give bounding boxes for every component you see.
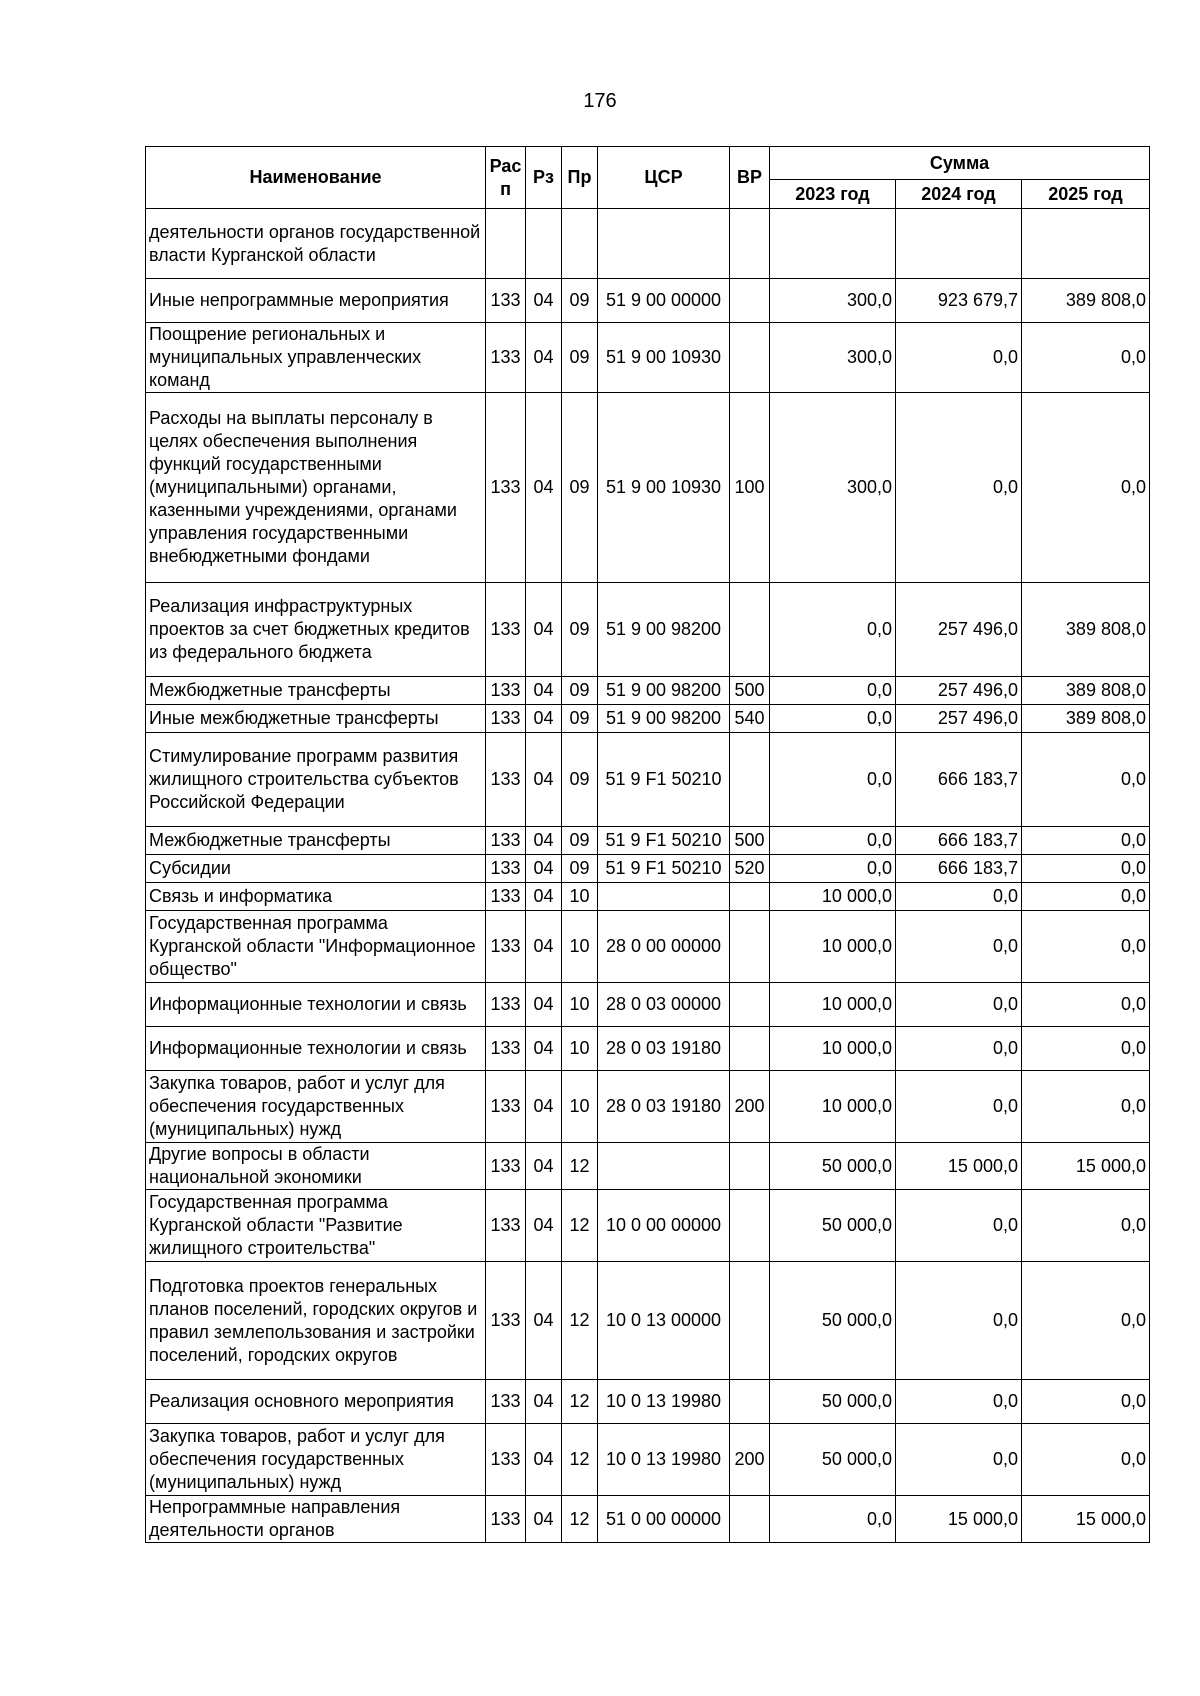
table-row — [146, 883, 1150, 911]
table-row — [146, 827, 1150, 855]
header-summa: Сумма — [770, 147, 1150, 180]
cell-rasp — [486, 209, 526, 279]
cell-vr — [730, 209, 770, 279]
cell-vr — [730, 583, 770, 677]
cell-rasp: 133 — [486, 1071, 526, 1143]
table-row — [146, 677, 1150, 705]
cell-rasp: 133 — [486, 1143, 526, 1190]
cell-sum-2024: 15 000,0 — [896, 1496, 1022, 1543]
cell-sum-2025: 0,0 — [1022, 733, 1150, 827]
cell-sum-2023: 10 000,0 — [770, 1071, 896, 1143]
cell-sum-2025: 15 000,0 — [1022, 1143, 1150, 1190]
cell-name: Стимулирование программ развития жилищного строительства субъектов Российской Федерации — [146, 733, 486, 827]
cell-rz: 04 — [526, 1496, 562, 1543]
header-pr: Пр — [562, 147, 598, 209]
cell-csr: 51 9 F1 50210 — [598, 733, 730, 827]
cell-rasp: 133 — [486, 1262, 526, 1380]
cell-rz: 04 — [526, 1424, 562, 1496]
header-rasp: Рас п — [486, 147, 526, 209]
cell-sum-2024 — [896, 209, 1022, 279]
cell-vr — [730, 733, 770, 827]
header-year-2024: 2024 год — [896, 180, 1022, 209]
cell-sum-2024: 15 000,0 — [896, 1143, 1022, 1190]
cell-rz: 04 — [526, 393, 562, 583]
cell-csr — [598, 1143, 730, 1190]
cell-vr — [730, 883, 770, 911]
cell-pr: 12 — [562, 1190, 598, 1262]
cell-sum-2025: 0,0 — [1022, 911, 1150, 983]
table-row — [146, 1262, 1150, 1380]
cell-rasp: 133 — [486, 983, 526, 1027]
header-year-2023: 2023 год — [770, 180, 896, 209]
cell-sum-2024: 0,0 — [896, 1027, 1022, 1071]
cell-pr: 09 — [562, 677, 598, 705]
cell-vr — [730, 983, 770, 1027]
cell-sum-2024: 666 183,7 — [896, 733, 1022, 827]
cell-pr: 09 — [562, 323, 598, 393]
cell-pr: 12 — [562, 1143, 598, 1190]
cell-rasp: 133 — [486, 1380, 526, 1424]
cell-rasp: 133 — [486, 883, 526, 911]
cell-vr — [730, 1027, 770, 1071]
cell-sum-2024: 0,0 — [896, 1262, 1022, 1380]
cell-csr: 28 0 03 19180 — [598, 1027, 730, 1071]
cell-sum-2023: 0,0 — [770, 583, 896, 677]
header-row-1 — [146, 147, 1150, 180]
cell-csr: 28 0 03 19180 — [598, 1071, 730, 1143]
cell-sum-2025 — [1022, 209, 1150, 279]
cell-sum-2025: 0,0 — [1022, 1027, 1150, 1071]
cell-rz: 04 — [526, 855, 562, 883]
cell-sum-2023: 0,0 — [770, 1496, 896, 1543]
cell-sum-2023 — [770, 209, 896, 279]
cell-sum-2024: 257 496,0 — [896, 583, 1022, 677]
cell-csr: 28 0 00 00000 — [598, 911, 730, 983]
table-row — [146, 583, 1150, 677]
cell-name: Иные межбюджетные трансферты — [146, 705, 486, 733]
table-row — [146, 1424, 1150, 1496]
cell-pr: 09 — [562, 583, 598, 677]
cell-sum-2023: 0,0 — [770, 705, 896, 733]
cell-rasp: 133 — [486, 323, 526, 393]
cell-rasp: 133 — [486, 1496, 526, 1543]
cell-csr: 51 9 00 98200 — [598, 677, 730, 705]
cell-rz — [526, 209, 562, 279]
cell-name: Реализация инфраструктурных проектов за счет бюджетных кредитов из федерального бюджета — [146, 583, 486, 677]
cell-name: Подготовка проектов генеральных планов поселений, городских округов и правил землепользования и застройки поселений, городских округов — [146, 1262, 486, 1380]
cell-pr: 09 — [562, 705, 598, 733]
table-row — [146, 1190, 1150, 1262]
header-year-2025: 2025 год — [1022, 180, 1150, 209]
cell-rz: 04 — [526, 1380, 562, 1424]
cell-sum-2023: 50 000,0 — [770, 1424, 896, 1496]
cell-csr — [598, 883, 730, 911]
cell-pr: 09 — [562, 827, 598, 855]
cell-sum-2023: 10 000,0 — [770, 883, 896, 911]
header-name: Наименование — [146, 147, 486, 209]
cell-rasp: 133 — [486, 1424, 526, 1496]
cell-rasp: 133 — [486, 677, 526, 705]
cell-sum-2023: 10 000,0 — [770, 1027, 896, 1071]
cell-name: Межбюджетные трансферты — [146, 677, 486, 705]
cell-csr: 51 0 00 00000 — [598, 1496, 730, 1543]
cell-rz: 04 — [526, 983, 562, 1027]
table-row — [146, 855, 1150, 883]
cell-name: Иные непрограммные мероприятия — [146, 279, 486, 323]
cell-csr: 51 9 00 98200 — [598, 705, 730, 733]
table-row — [146, 279, 1150, 323]
cell-sum-2024: 0,0 — [896, 1380, 1022, 1424]
cell-sum-2024: 0,0 — [896, 1071, 1022, 1143]
cell-rz: 04 — [526, 1071, 562, 1143]
cell-sum-2025: 0,0 — [1022, 393, 1150, 583]
cell-pr: 10 — [562, 1071, 598, 1143]
cell-csr: 51 9 F1 50210 — [598, 855, 730, 883]
cell-vr: 100 — [730, 393, 770, 583]
budget-table — [145, 146, 1150, 1543]
cell-sum-2024: 923 679,7 — [896, 279, 1022, 323]
header-rz: Рз — [526, 147, 562, 209]
cell-sum-2023: 50 000,0 — [770, 1190, 896, 1262]
cell-sum-2025: 0,0 — [1022, 883, 1150, 911]
cell-rasp: 133 — [486, 827, 526, 855]
cell-rasp: 133 — [486, 279, 526, 323]
page-number: 176 — [583, 90, 617, 112]
cell-sum-2023: 50 000,0 — [770, 1380, 896, 1424]
cell-sum-2023: 300,0 — [770, 323, 896, 393]
cell-pr: 12 — [562, 1496, 598, 1543]
table-row — [146, 1027, 1150, 1071]
cell-sum-2025: 0,0 — [1022, 855, 1150, 883]
cell-pr: 09 — [562, 855, 598, 883]
cell-sum-2023: 50 000,0 — [770, 1262, 896, 1380]
cell-sum-2024: 0,0 — [896, 393, 1022, 583]
cell-sum-2025: 389 808,0 — [1022, 583, 1150, 677]
cell-rz: 04 — [526, 1027, 562, 1071]
cell-rz: 04 — [526, 911, 562, 983]
cell-sum-2025: 0,0 — [1022, 983, 1150, 1027]
cell-sum-2024: 666 183,7 — [896, 855, 1022, 883]
cell-sum-2025: 15 000,0 — [1022, 1496, 1150, 1543]
cell-rz: 04 — [526, 1262, 562, 1380]
cell-rasp: 133 — [486, 911, 526, 983]
cell-csr: 51 9 00 00000 — [598, 279, 730, 323]
table-row — [146, 705, 1150, 733]
cell-sum-2023: 0,0 — [770, 677, 896, 705]
cell-csr: 51 9 00 10930 — [598, 323, 730, 393]
cell-sum-2025: 0,0 — [1022, 1262, 1150, 1380]
cell-pr: 10 — [562, 911, 598, 983]
cell-name: деятельности органов государственной власти Курганской области — [146, 209, 486, 279]
cell-rasp: 133 — [486, 1027, 526, 1071]
cell-csr: 10 0 13 19980 — [598, 1424, 730, 1496]
table-row — [146, 393, 1150, 583]
table-row — [146, 323, 1150, 393]
cell-rz: 04 — [526, 583, 562, 677]
cell-vr: 540 — [730, 705, 770, 733]
cell-rz: 04 — [526, 677, 562, 705]
cell-name: Субсидии — [146, 855, 486, 883]
cell-name: Другие вопросы в области национальной экономики — [146, 1143, 486, 1190]
cell-sum-2024: 0,0 — [896, 1424, 1022, 1496]
cell-vr — [730, 1190, 770, 1262]
cell-sum-2024: 0,0 — [896, 1190, 1022, 1262]
cell-csr: 10 0 13 19980 — [598, 1380, 730, 1424]
table-row — [146, 983, 1150, 1027]
cell-pr: 12 — [562, 1424, 598, 1496]
table-row — [146, 1380, 1150, 1424]
cell-vr: 500 — [730, 677, 770, 705]
cell-pr: 12 — [562, 1262, 598, 1380]
cell-sum-2023: 300,0 — [770, 279, 896, 323]
cell-sum-2023: 0,0 — [770, 827, 896, 855]
cell-vr — [730, 323, 770, 393]
cell-rz: 04 — [526, 883, 562, 911]
cell-vr — [730, 1380, 770, 1424]
cell-rasp: 133 — [486, 393, 526, 583]
cell-sum-2025: 0,0 — [1022, 323, 1150, 393]
cell-rasp: 133 — [486, 855, 526, 883]
cell-sum-2024: 257 496,0 — [896, 705, 1022, 733]
cell-vr — [730, 1496, 770, 1543]
cell-name: Государственная программа Курганской области "Развитие жилищного строительства" — [146, 1190, 486, 1262]
cell-sum-2024: 0,0 — [896, 983, 1022, 1027]
cell-rz: 04 — [526, 705, 562, 733]
cell-sum-2025: 0,0 — [1022, 1380, 1150, 1424]
cell-name: Поощрение региональных и муниципальных управленческих команд — [146, 323, 486, 393]
cell-csr: 51 9 F1 50210 — [598, 827, 730, 855]
cell-pr: 10 — [562, 1027, 598, 1071]
table-row — [146, 733, 1150, 827]
cell-rz: 04 — [526, 1143, 562, 1190]
cell-name: Реализация основного мероприятия — [146, 1380, 486, 1424]
cell-rz: 04 — [526, 733, 562, 827]
cell-rasp: 133 — [486, 705, 526, 733]
cell-name: Закупка товаров, работ и услуг для обеспечения государственных (муниципальных) нужд — [146, 1424, 486, 1496]
cell-csr — [598, 209, 730, 279]
table-row — [146, 209, 1150, 279]
table-body — [146, 209, 1150, 1543]
cell-sum-2024: 257 496,0 — [896, 677, 1022, 705]
cell-csr: 51 9 00 10930 — [598, 393, 730, 583]
cell-name: Связь и информатика — [146, 883, 486, 911]
cell-sum-2023: 300,0 — [770, 393, 896, 583]
cell-sum-2024: 0,0 — [896, 323, 1022, 393]
cell-vr: 200 — [730, 1071, 770, 1143]
cell-sum-2025: 0,0 — [1022, 1190, 1150, 1262]
cell-sum-2024: 666 183,7 — [896, 827, 1022, 855]
cell-rz: 04 — [526, 827, 562, 855]
cell-csr: 51 9 00 98200 — [598, 583, 730, 677]
cell-name: Межбюджетные трансферты — [146, 827, 486, 855]
cell-pr: 10 — [562, 883, 598, 911]
cell-sum-2023: 10 000,0 — [770, 983, 896, 1027]
cell-sum-2023: 0,0 — [770, 855, 896, 883]
cell-sum-2023: 0,0 — [770, 733, 896, 827]
cell-name: Закупка товаров, работ и услуг для обеспечения государственных (муниципальных) нужд — [146, 1071, 486, 1143]
cell-vr — [730, 1262, 770, 1380]
cell-sum-2024: 0,0 — [896, 911, 1022, 983]
cell-sum-2025: 389 808,0 — [1022, 279, 1150, 323]
table-row — [146, 1143, 1150, 1190]
cell-sum-2023: 10 000,0 — [770, 911, 896, 983]
header-csr: ЦСР — [598, 147, 730, 209]
cell-vr — [730, 279, 770, 323]
cell-rz: 04 — [526, 279, 562, 323]
cell-sum-2025: 0,0 — [1022, 1424, 1150, 1496]
cell-rz: 04 — [526, 323, 562, 393]
table-row — [146, 1071, 1150, 1143]
cell-vr: 500 — [730, 827, 770, 855]
cell-sum-2025: 0,0 — [1022, 827, 1150, 855]
cell-name: Государственная программа Курганской области "Информационное общество" — [146, 911, 486, 983]
table-row — [146, 1496, 1150, 1543]
cell-csr: 28 0 03 00000 — [598, 983, 730, 1027]
cell-pr — [562, 209, 598, 279]
cell-sum-2023: 50 000,0 — [770, 1143, 896, 1190]
cell-name: Информационные технологии и связь — [146, 983, 486, 1027]
cell-rasp: 133 — [486, 1190, 526, 1262]
cell-csr: 10 0 13 00000 — [598, 1262, 730, 1380]
cell-pr: 12 — [562, 1380, 598, 1424]
cell-sum-2025: 389 808,0 — [1022, 705, 1150, 733]
cell-vr — [730, 911, 770, 983]
cell-rasp: 133 — [486, 583, 526, 677]
cell-sum-2024: 0,0 — [896, 883, 1022, 911]
cell-rz: 04 — [526, 1190, 562, 1262]
cell-pr: 09 — [562, 279, 598, 323]
cell-vr: 520 — [730, 855, 770, 883]
cell-pr: 09 — [562, 393, 598, 583]
cell-vr: 200 — [730, 1424, 770, 1496]
cell-rasp: 133 — [486, 733, 526, 827]
cell-vr — [730, 1143, 770, 1190]
cell-pr: 10 — [562, 983, 598, 1027]
cell-sum-2025: 0,0 — [1022, 1071, 1150, 1143]
cell-sum-2025: 389 808,0 — [1022, 677, 1150, 705]
header-vr: ВР — [730, 147, 770, 209]
cell-name: Непрограммные направления деятельности органов — [146, 1496, 486, 1543]
cell-csr: 10 0 00 00000 — [598, 1190, 730, 1262]
cell-name: Расходы на выплаты персоналу в целях обеспечения выполнения функций государственными (муниципальными) органами, казенными учреждениями, органами управления государственными внебюджетными фондами — [146, 393, 486, 583]
cell-name: Информационные технологии и связь — [146, 1027, 486, 1071]
table-row — [146, 911, 1150, 983]
cell-pr: 09 — [562, 733, 598, 827]
